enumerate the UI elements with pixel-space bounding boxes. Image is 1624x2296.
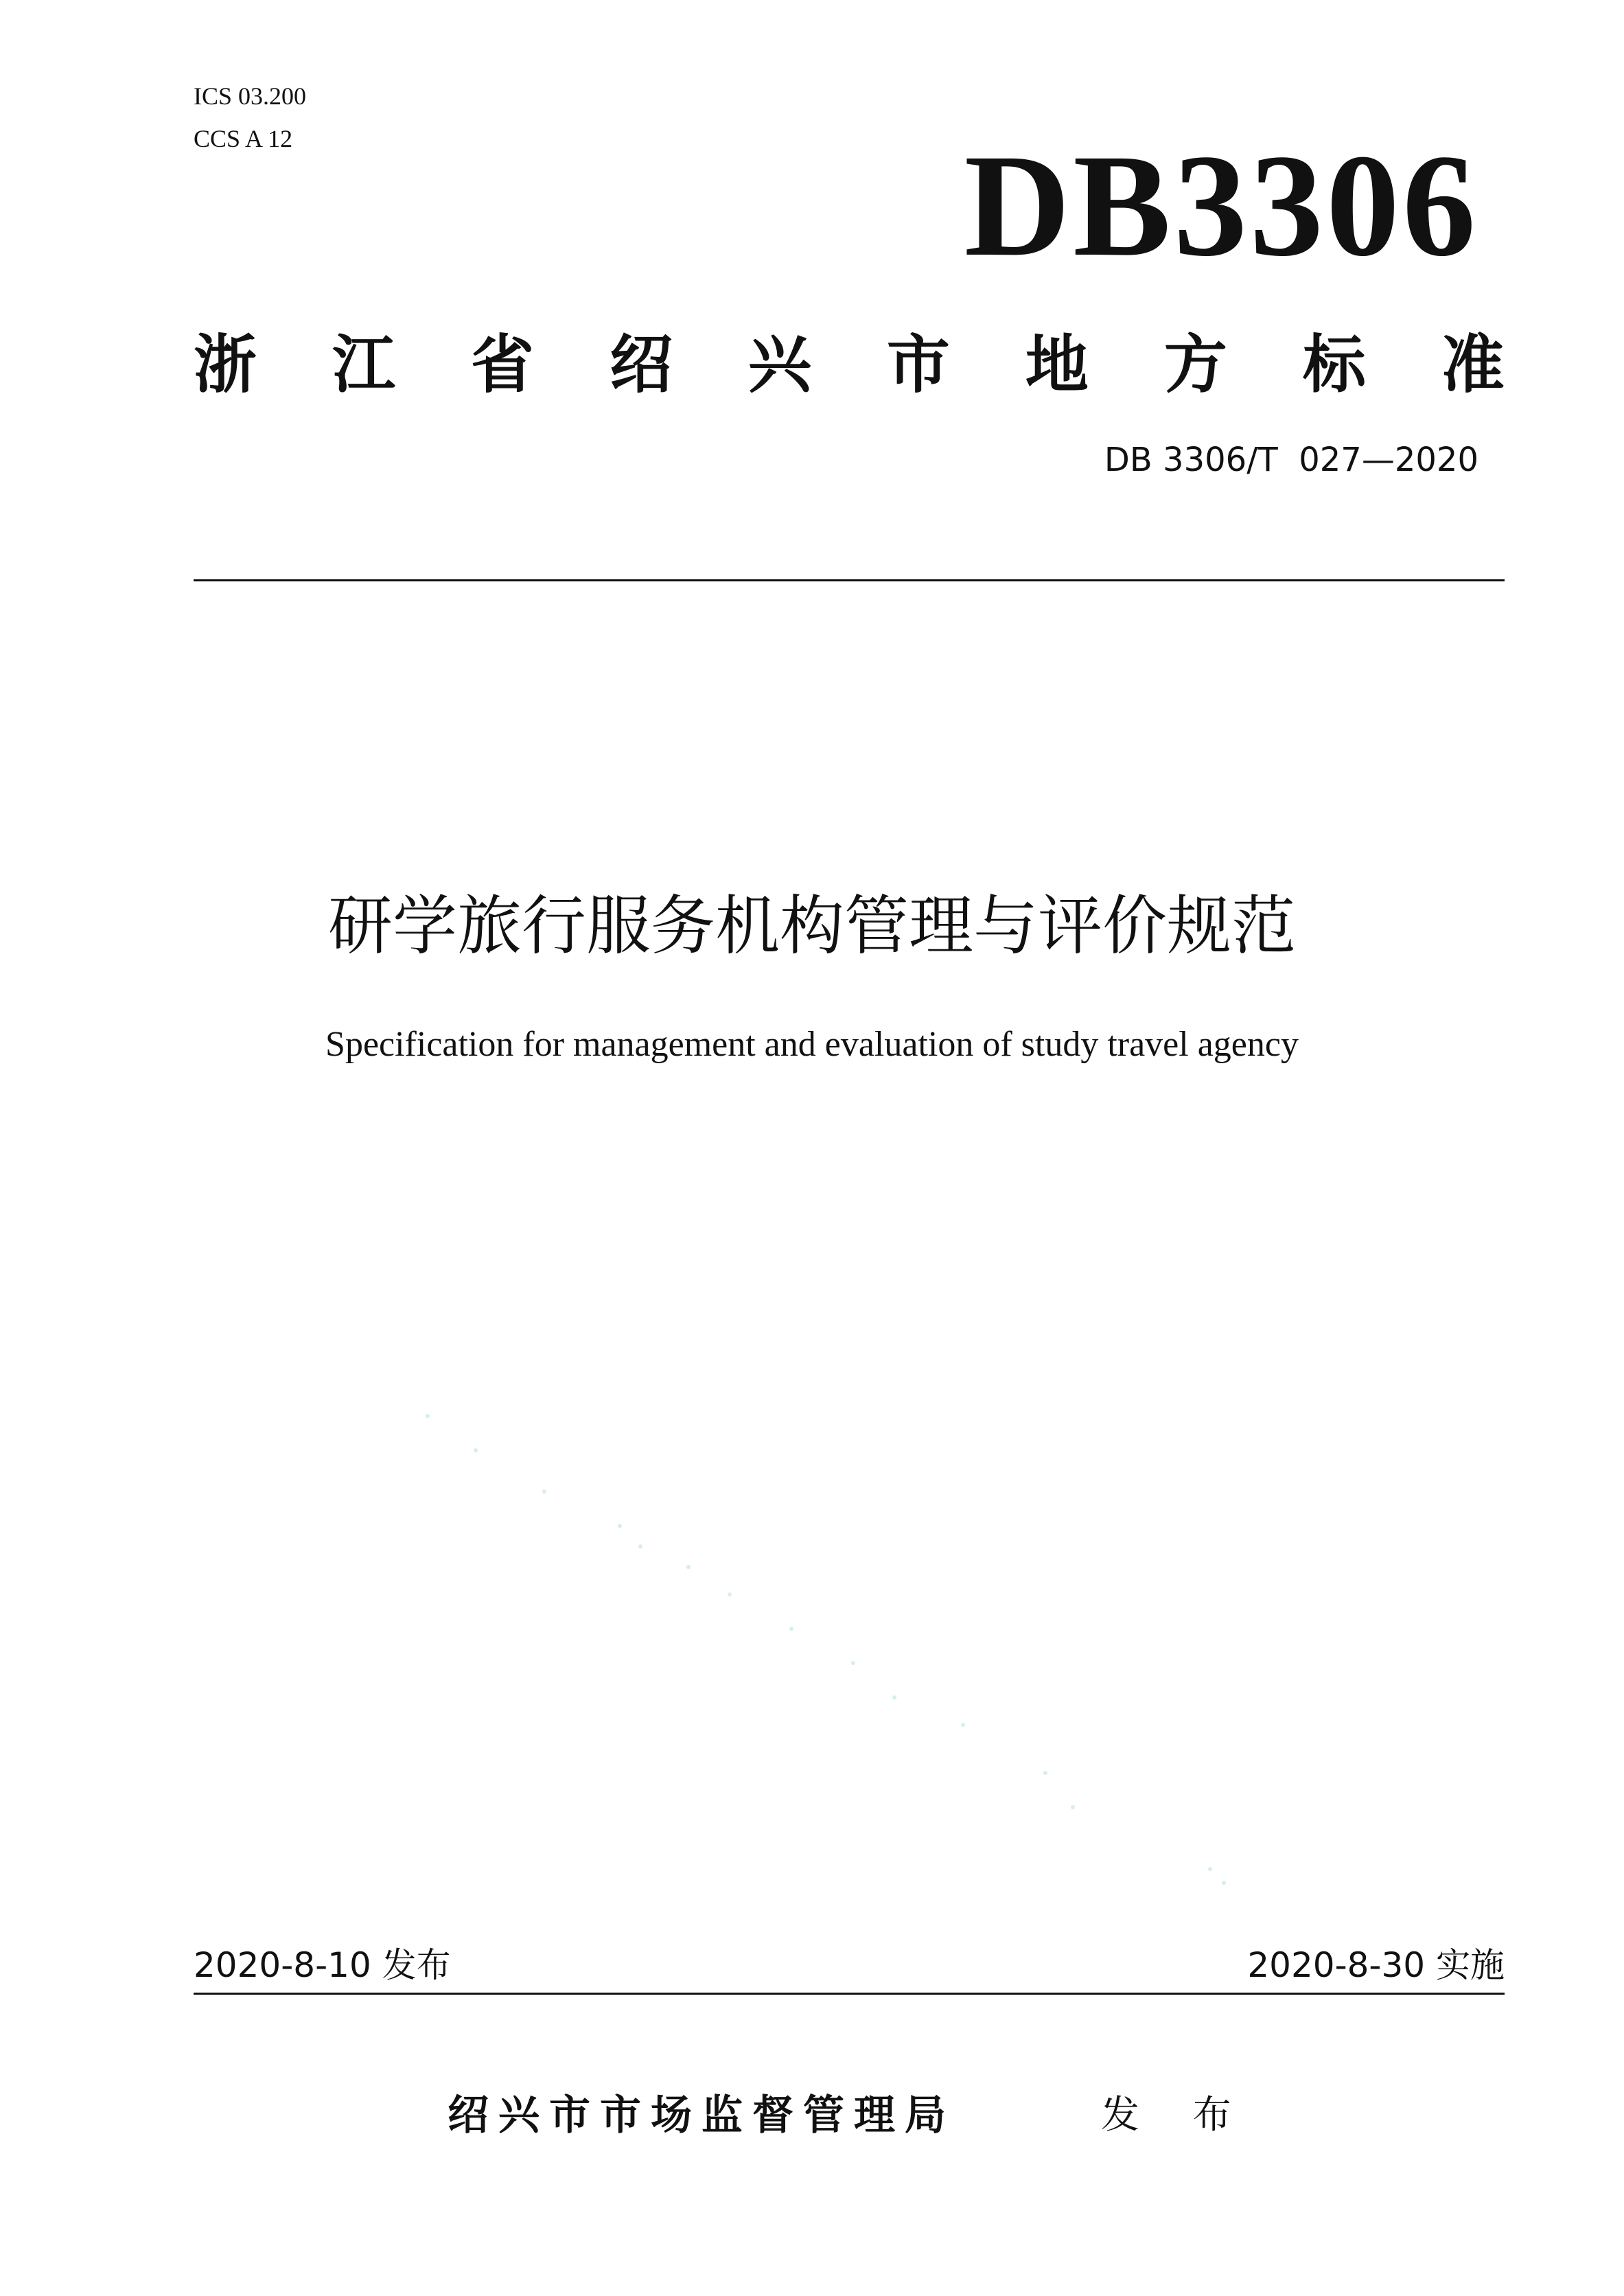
- implementation-date: 2020-8-30 实施: [1247, 1945, 1505, 1985]
- standard-type-char: 江: [332, 328, 395, 402]
- document-title-chinese: 研学旅行服务机构管理与评价规范: [327, 889, 1296, 964]
- issue-date: 2020-8-10 发布: [194, 1945, 451, 1985]
- bottom-divider: [194, 1993, 1505, 1995]
- standard-type-char: 方: [1163, 328, 1227, 402]
- ccs-code: CCS A 12: [194, 125, 293, 152]
- standard-type-char: 地: [1025, 328, 1089, 402]
- standard-type-char: 绍: [609, 328, 673, 402]
- publish-label: 发 布: [1101, 2093, 1252, 2137]
- publisher-name: 绍兴市市场监督管理局: [448, 2091, 955, 2140]
- standard-number: DB 3306/T 027—2020: [1104, 441, 1478, 479]
- standard-type-char: 省: [470, 328, 534, 402]
- standard-type-char: 兴: [747, 328, 811, 402]
- ics-code: ICS 03.200: [194, 82, 307, 110]
- standard-type-char: 准: [1441, 328, 1505, 402]
- db-mark: DB3306: [964, 124, 1478, 287]
- standard-type-char: 市: [886, 328, 950, 402]
- document-title-english: Specification for management and evaluation of study travel agency: [325, 1025, 1299, 1064]
- standard-type-char: 浙: [194, 328, 257, 402]
- standard-type-char: 标: [1302, 328, 1366, 402]
